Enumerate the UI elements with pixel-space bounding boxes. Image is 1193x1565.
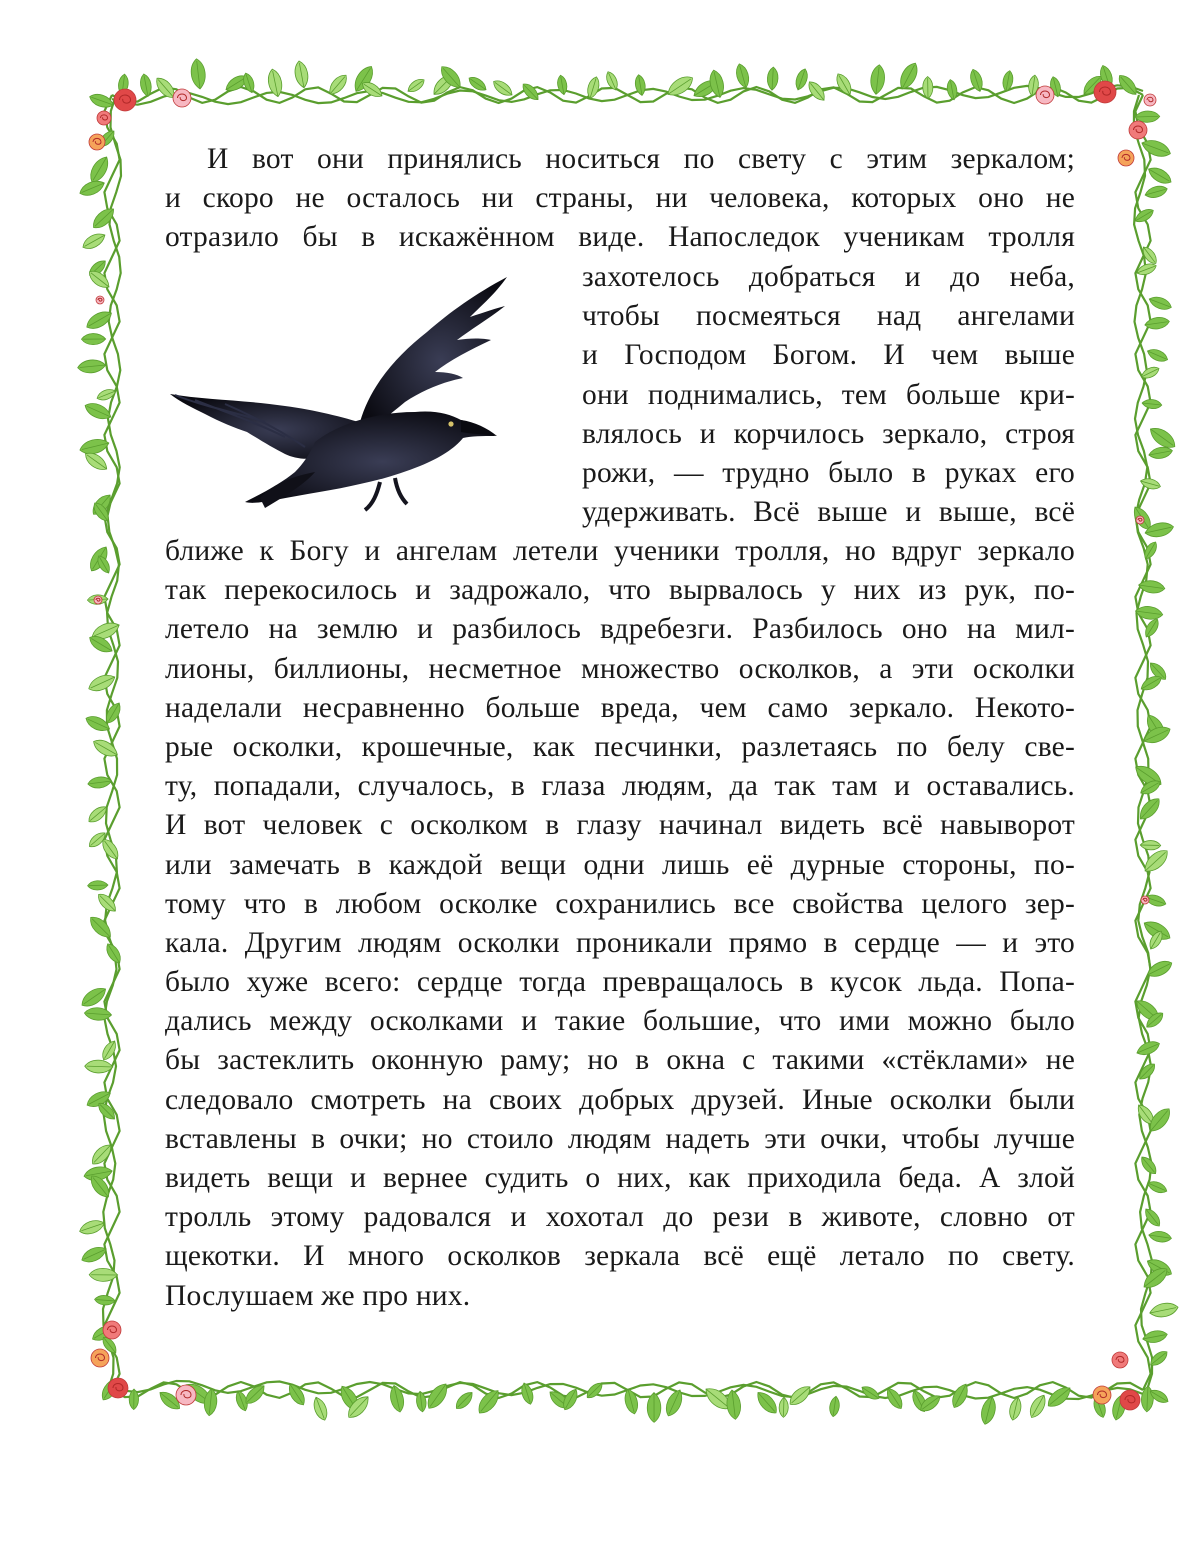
- text-line: было хуже всего: сердце тогда превращалось в кусок льда. Попа-: [165, 966, 1075, 999]
- text-line: И вот человек с осколком в глазу начинал видеть всё навыворот: [165, 809, 1075, 842]
- text-line: влялось и корчилось зеркало, строя: [582, 417, 1075, 450]
- text-line: тому что в любом осколке сохранились все свойства целого зер-: [165, 887, 1075, 920]
- paragraph-beside-illustration: [582, 258, 1075, 532]
- text-line: удерживать. Всё выше и выше, всё: [582, 496, 1075, 529]
- text-line: рые осколки, крошечные, как песчинки, разлетаясь по белу све-: [165, 730, 1075, 763]
- text-line: ближе к Богу и ангелам летели ученики тролля, но вдруг зеркало: [165, 535, 1075, 567]
- text-line: щекотки. И много осколков зеркала всё ещё летало по свету.: [165, 1240, 1075, 1273]
- paragraph-intro: [165, 140, 1075, 258]
- text-line: они поднимались, тем больше кри-: [582, 378, 1075, 411]
- raven-upper-wing: [360, 277, 507, 430]
- text-line: следовало смотреть на своих добрых друзей. Иные осколки были: [165, 1083, 1075, 1116]
- text-line: захотелось добраться и до неба,: [582, 261, 1075, 293]
- text-line: кала. Другим людям осколки проникали прямо в сердце — и это: [165, 926, 1075, 959]
- text-line: ту, попадали, случалось, в глаза людям, да так там и оставались.: [165, 770, 1075, 803]
- paragraph-main: [165, 532, 1075, 1316]
- text-line: летело на землю и разбилось вдребезги. Разбилось оно на мил-: [165, 613, 1075, 646]
- text-line: тролль этому радовался и хохотал до рези в животе, словно от: [165, 1201, 1075, 1234]
- text-line: так перекосилось и задрожало, что вырвалось у них из рук, по-: [165, 574, 1075, 607]
- text-line: чтобы посмеяться над ангелами: [582, 300, 1075, 333]
- text-line: и скоро не осталось ни страны, ни человека, которых оно не: [165, 182, 1075, 215]
- text-line: и Господом Богом. И чем выше: [582, 339, 1075, 372]
- text-line: дались между осколками и такие большие, что ими можно было: [165, 1005, 1075, 1038]
- text-line: И вот они принялись носиться по свету с этим зеркалом;: [207, 143, 1075, 175]
- text-line: видеть вещи и вернее судить о них, как приходила беда. А злой: [165, 1162, 1075, 1194]
- text-line: или замечать в каждой вещи одни лишь её дурные стороны, по-: [165, 848, 1075, 881]
- text-line: рожи, — трудно было в руках его: [582, 456, 1075, 489]
- raven-icon: [165, 272, 510, 517]
- text-line: бы застеклить оконную раму; но в окна с такими «стёклами» не: [165, 1044, 1075, 1077]
- text-line: вставлены в очки; но стоило людям надеть эти очки, чтобы лучше: [165, 1122, 1075, 1155]
- text-line: лионы, биллионы, несметное множество осколков, а эти осколки: [165, 652, 1075, 685]
- text-line: наделали несравненно больше вреда, чем само зеркало. Некото-: [165, 691, 1075, 724]
- text-line: Послушаем же про них.: [165, 1279, 471, 1312]
- text-line: отразило бы в искажённом виде. Напоследок ученикам тролля: [165, 221, 1075, 254]
